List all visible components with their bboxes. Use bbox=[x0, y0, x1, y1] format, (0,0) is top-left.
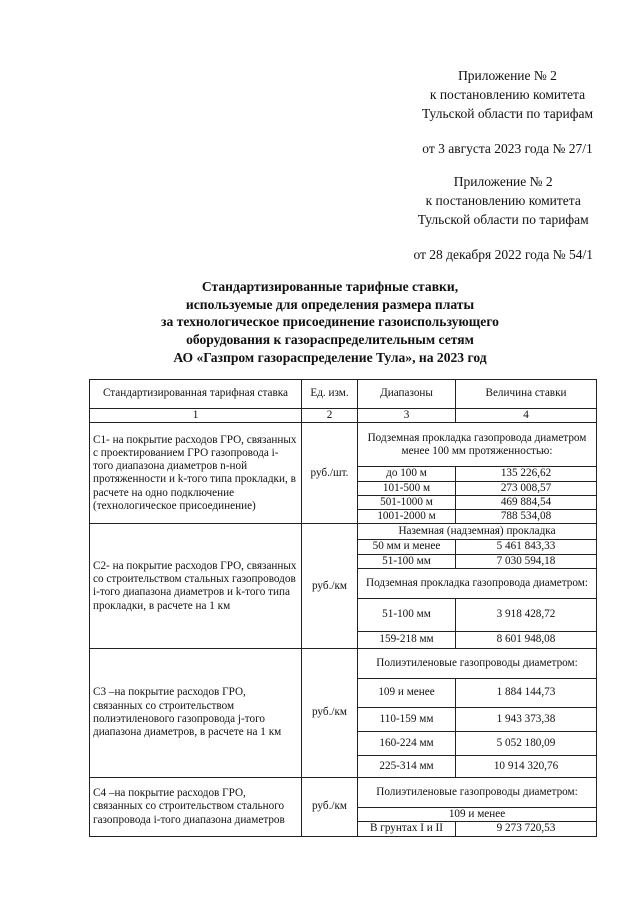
range-cell: 225-314 мм bbox=[358, 756, 456, 778]
value-cell: 1 884 144,73 bbox=[456, 679, 597, 708]
appendix-header-previous bbox=[413, 172, 593, 264]
range-cell: 101-500 м bbox=[358, 481, 456, 495]
rate-c4-unit: руб./км bbox=[302, 778, 358, 837]
column-number: 1 bbox=[90, 409, 302, 423]
appendix-date: от 28 декабря 2022 года № 54/1 bbox=[413, 247, 593, 262]
rate-c4-description: С4 –на покрытие расходов ГРО, связанных со строительством стального газопровода i-того диапазона диаметров bbox=[90, 778, 302, 837]
header-rate: Стандартизированная тарифная ставка bbox=[90, 380, 302, 409]
value-cell: 1 943 373,38 bbox=[456, 708, 597, 732]
value-cell: 10 914 320,76 bbox=[456, 756, 597, 778]
range-cell: 501-1000 м bbox=[358, 495, 456, 509]
title-line: за технологическое присоединение газоиспользующего bbox=[161, 314, 499, 330]
value-cell: 7 030 594,18 bbox=[456, 554, 597, 568]
range-cell: В грунтах I и II bbox=[358, 822, 456, 836]
tariff-table bbox=[89, 379, 597, 837]
title-line: оборудования к газораспределительным сетям bbox=[186, 332, 474, 348]
appendix-resolution: к постановлению комитета bbox=[429, 87, 586, 102]
range-cell: до 100 м bbox=[358, 467, 456, 481]
range-cell: 50 мм и менее bbox=[358, 540, 456, 554]
header-value: Величина ставки bbox=[456, 380, 597, 409]
table-row bbox=[90, 524, 597, 540]
title-line: Стандартизированные тарифные ставки, bbox=[201, 279, 459, 294]
table-row bbox=[90, 778, 597, 808]
column-number: 4 bbox=[456, 409, 597, 423]
header-ranges: Диапазоны bbox=[358, 380, 456, 409]
value-cell: 5 052 180,09 bbox=[456, 732, 597, 756]
value-cell: 273 008,57 bbox=[456, 481, 597, 495]
rate-c2-description: С2- на покрытие расходов ГРО, связанных со строительством стальных газопроводов i-того диапазона диаметров и k-того типа прокладки, в расчете на 1 км bbox=[90, 524, 302, 649]
value-cell: 3 918 428,72 bbox=[456, 599, 597, 632]
column-number: 3 bbox=[358, 409, 456, 423]
range-cell: 51-100 мм bbox=[358, 554, 456, 568]
rate-c3-description: С3 –на покрытие расходов ГРО, связанных со строительством полиэтиленового газопровода j-того диапазона диаметров, в расчете на 1 км bbox=[90, 649, 302, 778]
rate-c2-unit: руб./км bbox=[302, 524, 358, 649]
rate-c4-subheader-range: 109 и менее bbox=[358, 808, 597, 822]
rate-c3-subheader: Полиэтиленовые газопроводы диаметром: bbox=[358, 649, 597, 679]
value-cell: 788 534,08 bbox=[456, 510, 597, 524]
appendix-header-current bbox=[422, 66, 593, 158]
range-cell: 51-100 мм bbox=[358, 599, 456, 632]
range-cell: 110-159 мм bbox=[358, 708, 456, 732]
value-cell: 8 601 948,08 bbox=[456, 632, 597, 649]
appendix-resolution: к постановлению комитета bbox=[425, 193, 581, 208]
table-row bbox=[90, 649, 597, 679]
rate-c1-unit: руб./шт. bbox=[302, 423, 358, 524]
range-cell: 1001-2000 м bbox=[358, 510, 456, 524]
value-cell: 9 273 720,53 bbox=[456, 822, 597, 836]
header-unit: Ед. изм. bbox=[302, 380, 358, 409]
rate-c4-subheader: Полиэтиленовые газопроводы диаметром: bbox=[358, 778, 597, 808]
appendix-title: Приложение № 2 bbox=[453, 174, 553, 189]
table-header-row bbox=[90, 380, 597, 409]
value-cell: 135 226,62 bbox=[456, 467, 597, 481]
title-line: АО «Газпром газораспределение Тула», на 2023 год bbox=[173, 349, 487, 365]
range-cell: 159-218 мм bbox=[358, 632, 456, 649]
document-title bbox=[80, 278, 580, 367]
appendix-title: Приложение № 2 bbox=[458, 68, 557, 83]
title-line: используемые для определения размера платы bbox=[185, 296, 475, 312]
value-cell: 469 884,54 bbox=[456, 495, 597, 509]
range-cell: 109 и менее bbox=[358, 679, 456, 708]
rate-c2-subheader-above-ground: Наземная (надземная) прокладка bbox=[358, 524, 597, 540]
rate-c1-description: С1- на покрытие расходов ГРО, связанных с проектированием ГРО газопровода i-того диапазона диаметров n-ной протяженности и k-того типа прокладки, в расчете на одно подключение (технологическое присоединение) bbox=[90, 423, 302, 524]
appendix-date: от 3 августа 2023 года № 27/1 bbox=[422, 141, 593, 156]
rate-c3-unit: руб./км bbox=[302, 649, 358, 778]
table-row bbox=[90, 423, 597, 467]
table-column-numbers bbox=[90, 409, 597, 423]
value-cell: 5 461 843,33 bbox=[456, 540, 597, 554]
range-cell: 160-224 мм bbox=[358, 732, 456, 756]
appendix-committee: Тульской области по тарифам bbox=[417, 212, 589, 227]
appendix-committee: Тульской области по тарифам bbox=[421, 106, 593, 121]
rate-c1-subheader: Подземная прокладка газопровода диаметром менее 100 мм протяженностью: bbox=[358, 423, 597, 467]
column-number: 2 bbox=[302, 409, 358, 423]
rate-c2-subheader-underground: Подземная прокладка газопровода диаметром: bbox=[358, 569, 597, 599]
